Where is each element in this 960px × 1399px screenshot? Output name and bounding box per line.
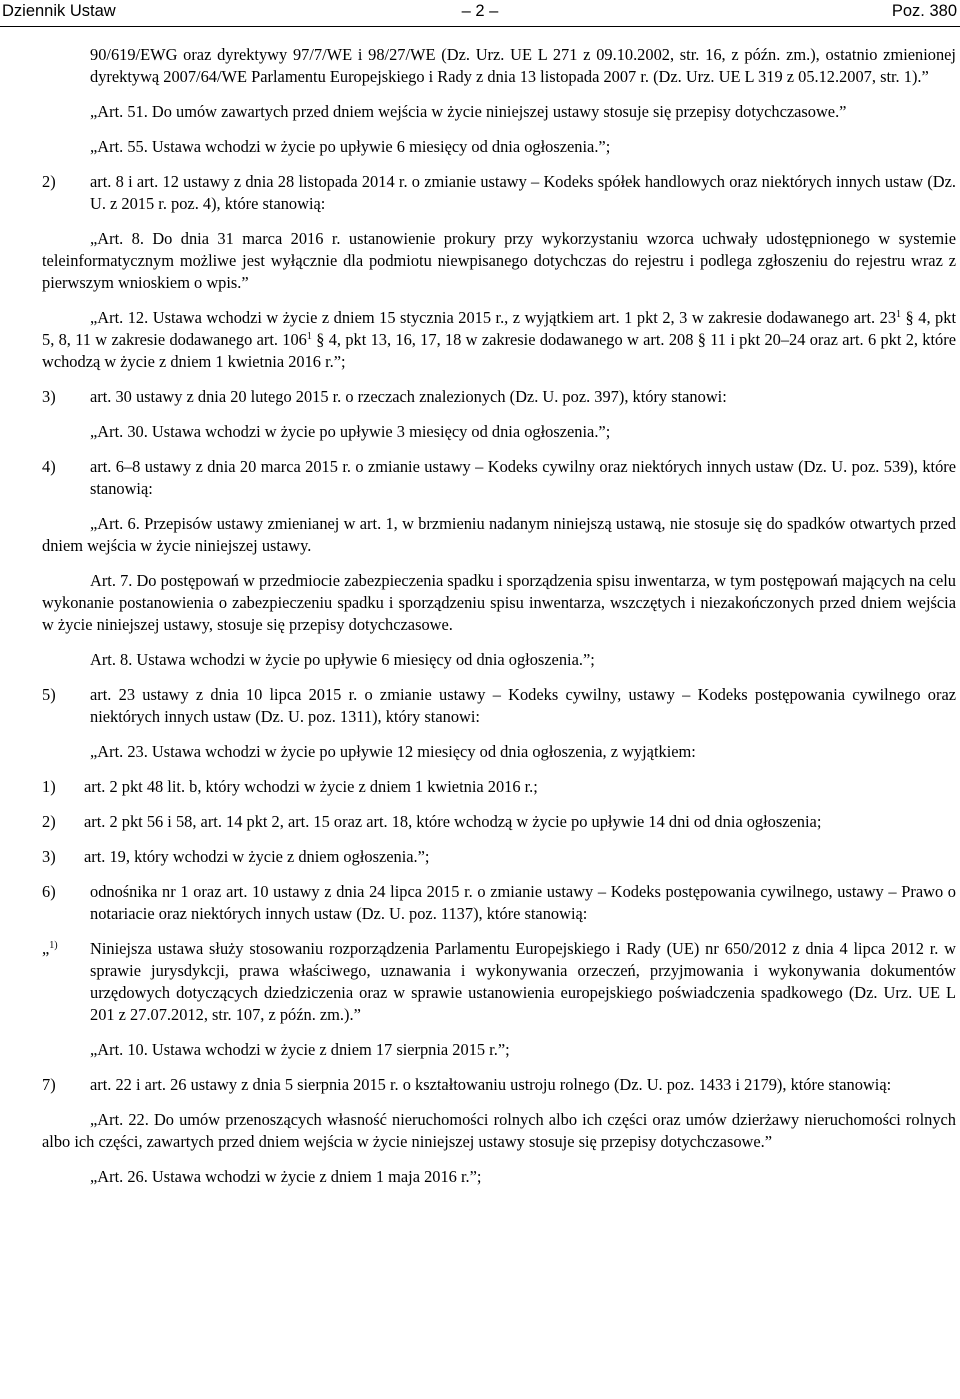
document-body (42, 44, 956, 1188)
article-6: „Art. 6. Przepisów ustawy zmienianej w art. 1, w brzmieniu nadanym niniejszą ustawą, nie stosuje się do spadków otwartych przed dniem wejścia w życie niniejszej ustawy. (42, 514, 956, 555)
paragraph-continuation: 90/619/EWG oraz dyrektywy 97/7/WE i 98/27/WE (Dz. Urz. UE L 271 z 09.10.2002, str. 16, z późn. zm.), ostatnio zmienionej dyrektywą 2007/64/WE Parlamentu Europejskiego i Rady z dnia 13 listopada 2007 r. (Dz. Urz. UE L 319 z 05.12.2007, str. 1).” (90, 45, 956, 86)
article-12-text-a: „Art. 12. Ustawa wchodzi w życie z dniem 15 stycznia 2015 r., z wyjątkiem art. 1 pkt 2, 3 w zakresie dodawanego art. 23 (90, 308, 897, 327)
list-item-6 (42, 881, 956, 925)
article-23: „Art. 23. Ustawa wchodzi w życie po upływie 12 miesięcy od dnia ogłoszenia, z wyjątkiem: (90, 742, 696, 761)
sub-item-text: art. 2 pkt 48 lit. b, który wchodzi w życie z dniem 1 kwietnia 2016 r.; (84, 777, 538, 796)
article-7: Art. 7. Do postępowań w przedmiocie zabezpieczenia spadku i sporządzenia spisu inwentarza, w tym postępowań mających na celu wykonanie postanowienia o zabezpieczeniu spadku i sporządzeniu spisu inwentarza, wszczętych i niezakończonych przed dniem wejścia w życie niniejszej ustawy, stosuje się przepisy dotychczasowe. (42, 571, 956, 634)
sub-item-number: 3) (42, 847, 56, 866)
superscript: 1 (896, 309, 902, 320)
page-header (0, 0, 960, 27)
sub-item-number: 1) (42, 777, 56, 796)
list-item-3 (42, 386, 956, 408)
sub-item-3 (42, 846, 956, 868)
article-12-text-b: § 4, pkt 5, 8, 11 w zakresie dodawanego art. 106 (42, 308, 956, 349)
sub-item-2 (42, 811, 956, 833)
list-item-text: art. 22 i art. 26 ustawy z dnia 5 sierpnia 2015 r. o kształtowaniu ustroju rolnego (Dz. U. poz. 1433 i 2179), które stanowią: (90, 1075, 892, 1094)
article-26: „Art. 26. Ustawa wchodzi w życie z dniem 1 maja 2016 r.”; (90, 1167, 482, 1186)
sub-item-text: art. 19, który wchodzi w życie z dniem ogłoszenia.”; (84, 847, 430, 866)
list-item-2 (42, 171, 956, 215)
article-30: „Art. 30. Ustawa wchodzi w życie po upływie 3 miesięcy od dnia ogłoszenia.”; (90, 422, 611, 441)
page-number: – 2 – (461, 2, 499, 20)
list-item-number: 7) (42, 1075, 56, 1094)
list-item-number: 4) (42, 457, 56, 476)
list-item-text: art. 23 ustawy z dnia 10 lipca 2015 r. o zmianie ustawy – Kodeks cywilny, ustawy – Kodeks postępowania cywilnego oraz niektórych innych ustaw (Dz. U. poz. 1311), który stanowi: (90, 685, 956, 726)
list-item-text: odnośnika nr 1 oraz art. 10 ustawy z dnia 24 lipca 2015 r. o zmianie ustawy – Kodeks postępowania cywilnego, ustawy – Prawo o notariacie oraz niektórych innych ustaw (Dz. U. poz. 1137), które stanowią: (90, 882, 956, 923)
position-number: Poz. 380 (891, 2, 957, 20)
list-item-text: art. 6–8 ustawy z dnia 20 marca 2015 r. o zmianie ustawy – Kodeks cywilny oraz niektórych innych ustaw (Dz. U. poz. 539), które stanowią: (90, 457, 956, 498)
list-item-text: art. 8 i art. 12 ustawy z dnia 28 listopada 2014 r. o zmianie ustawy – Kodeks spółek handlowych oraz niektórych innych ustaw (Dz. U. z 2015 r. poz. 4), które stanowią: (90, 172, 956, 213)
list-item-4 (42, 456, 956, 500)
list-item-text: art. 30 ustawy z dnia 20 lutego 2015 r. o rzeczach znalezionych (Dz. U. poz. 397), który stanowi: (90, 387, 727, 406)
article-12-text-c: § 4, pkt 13, 16, 17, 18 w zakresie dodawanego w art. 208 § 11 i pkt 20–24 oraz art. 6 pkt 2, które wchodzą w życie z dniem 1 kwietnia 2016 r.”; (42, 330, 956, 371)
journal-title: Dziennik Ustaw (2, 2, 116, 20)
footnote-superscript: 1) (49, 940, 58, 951)
article-8-effective: Art. 8. Ustawa wchodzi w życie po upływie 6 miesięcy od dnia ogłoszenia.”; (90, 650, 595, 669)
list-item-number: 5) (42, 685, 56, 704)
article-12 (42, 307, 956, 373)
sub-item-number: 2) (42, 812, 56, 831)
article-51: „Art. 51. Do umów zawartych przed dniem wejścia w życie niniejszej ustawy stosuje się przepisy dotychczasowe.” (90, 102, 847, 121)
superscript: 1 (306, 331, 312, 342)
footnote-1 (42, 938, 956, 1026)
footnote-marker (42, 938, 58, 960)
article-8: „Art. 8. Do dnia 31 marca 2016 r. ustanowienie prokury przy wykorzystaniu wzorca uchwały udostępnionego w systemie teleinformatycznym możliwe jest wyłącznie dla podmiotu niewpisanego dotychczas do rejestru i podlega zgłoszeniu do rejestru wraz z pierwszym wnioskiem o wpis.” (42, 229, 956, 292)
list-item-7 (42, 1074, 956, 1096)
list-item-number: 2) (42, 172, 56, 191)
list-item-5 (42, 684, 956, 728)
article-55: „Art. 55. Ustawa wchodzi w życie po upływie 6 miesięcy od dnia ogłoszenia.”; (90, 137, 611, 156)
footnote-text: Niniejsza ustawa służy stosowaniu rozporządzenia Parlamentu Europejskiego i Rady (UE) nr 650/2012 z dnia 4 lipca 2012 r. w sprawie jurysdykcji, prawa właściwego, uznawania i wykonywania orzeczeń, przyjmowania i wykonywania dokumentów urzędowych dotyczących dziedziczenia oraz w sprawie ustanowienia europejskiego poświadczenia spadkowego (Dz. Urz. UE L 201 z 27.07.2012, str. 107, z późn. zm.).” (90, 939, 956, 1024)
article-22: „Art. 22. Do umów przenoszących własność nieruchomości rolnych albo ich części oraz umów dzierżawy nieruchomości rolnych albo ich części, zawartych przed dniem wejścia w życie niniejszej ustawy stosuje się przepisy dotychczasowe.” (42, 1110, 956, 1151)
list-item-number: 3) (42, 387, 56, 406)
article-10: „Art. 10. Ustawa wchodzi w życie z dniem 17 sierpnia 2015 r.”; (90, 1040, 510, 1059)
sub-item-text: art. 2 pkt 56 i 58, art. 14 pkt 2, art. 15 oraz art. 18, które wchodzą w życie po upływie 14 dni od dnia ogłoszenia; (84, 812, 822, 831)
sub-item-1 (42, 776, 956, 798)
opening-quote: „ (42, 939, 50, 958)
list-item-number: 6) (42, 882, 56, 901)
